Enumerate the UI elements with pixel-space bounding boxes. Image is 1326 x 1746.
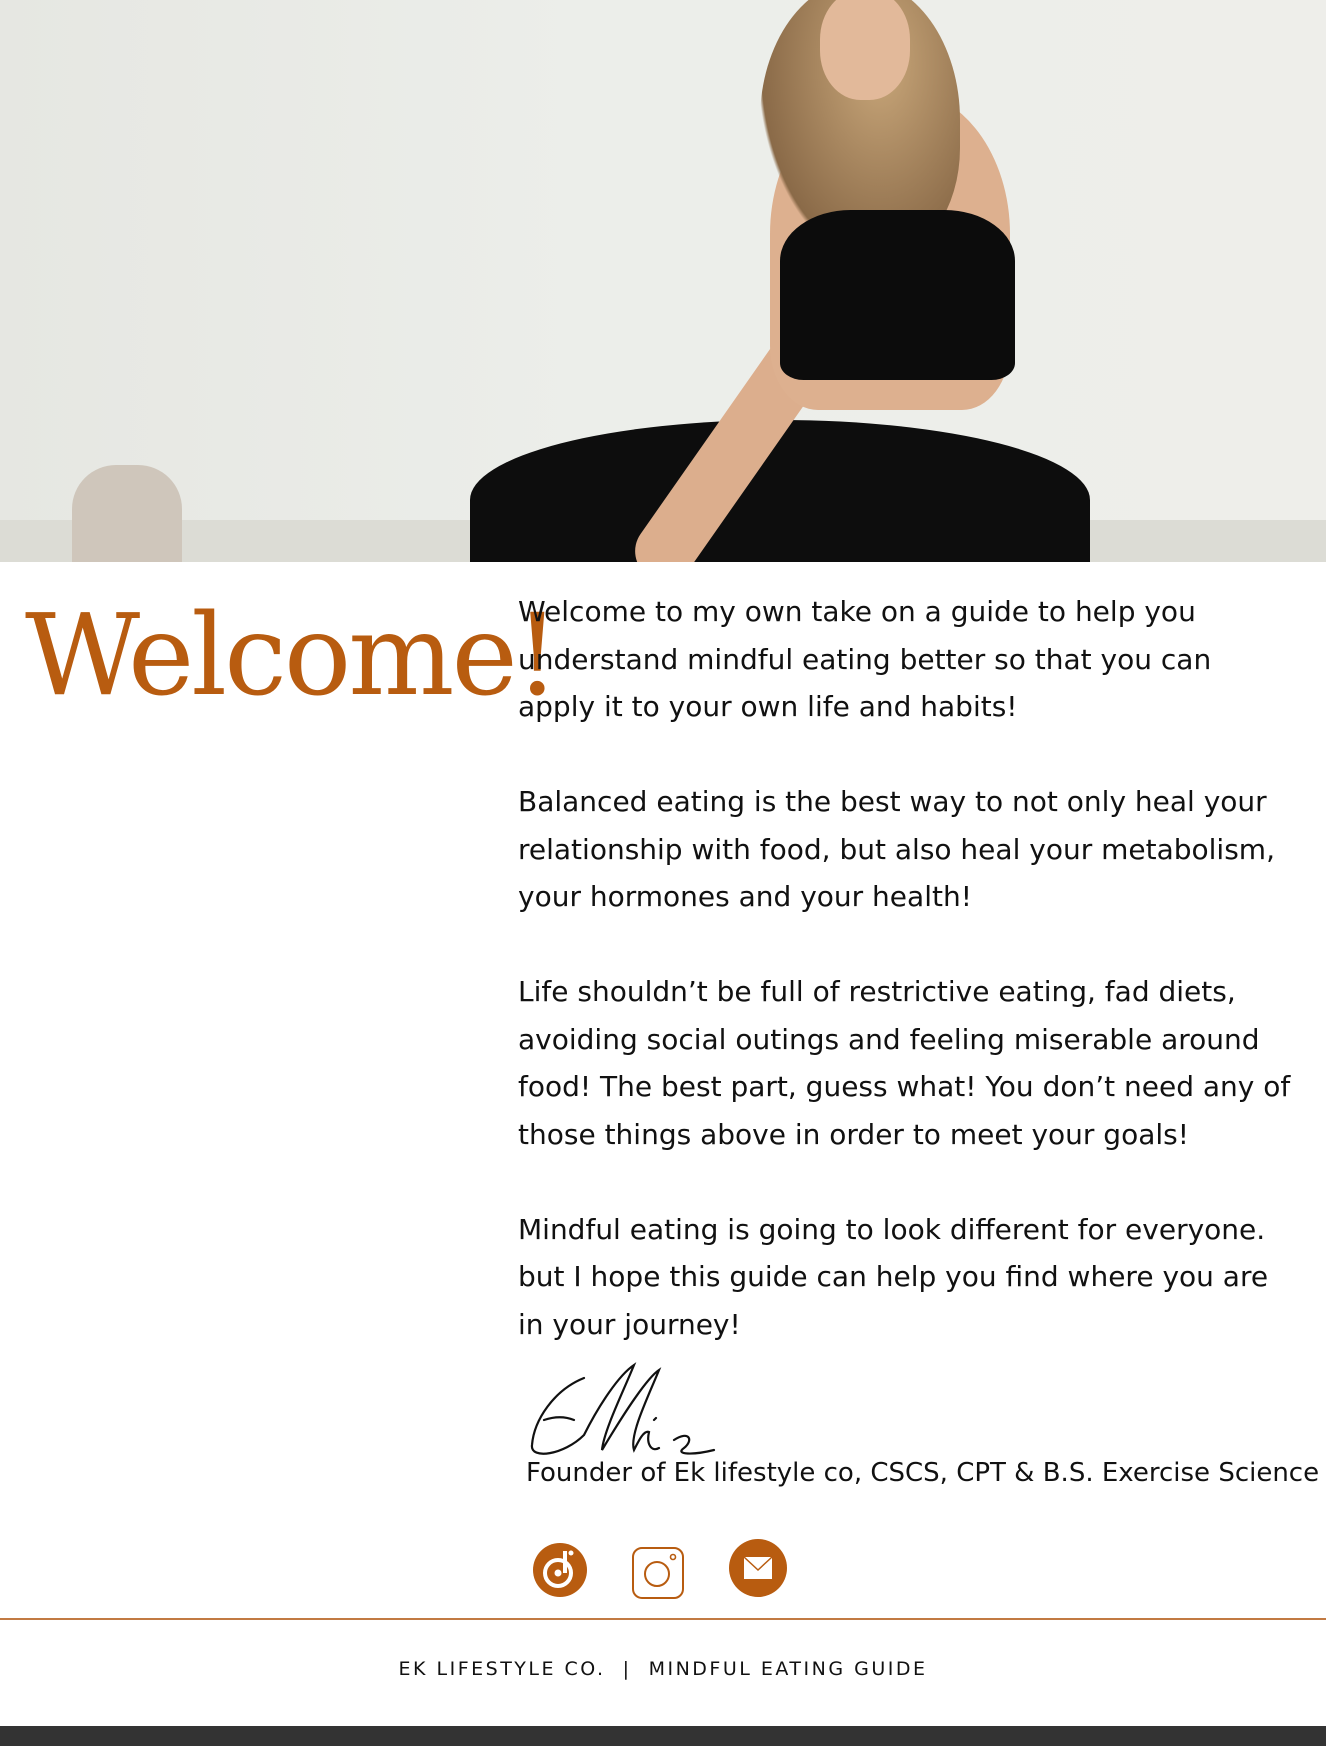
footer-text: EK LIFESTYLE CO. | MINDFUL EATING GUIDE [398,1658,928,1680]
paragraph: Welcome to my own take on a guide to help you understand mindful eating better so that you can apply it to your own life and habits! [518,595,1212,723]
instagram-icon[interactable] [631,1546,685,1600]
page-title: Welcome! [25,591,557,721]
paragraph: Life shouldn’t be full of restrictive eating, fad diets, avoiding social outings and feeling miserable around food! The best part, guess what! You don’t need any of those things above in order to meet your goals! [518,975,1291,1151]
app-icon[interactable] [533,1543,587,1597]
hero-photo [0,0,1326,562]
paragraph: Balanced eating is the best way to not only heal your relationship with food, but also heal your metabolism, your hormones and your health! [518,785,1275,913]
founder-credentials: Founder of Ek lifestyle co, CSCS, CPT & B.S. Exercise Science [526,1458,1320,1488]
face [820,0,910,100]
sports-bra [780,210,1015,380]
footer-divider [0,1618,1326,1620]
paragraph: Mindful eating is going to look different for everyone. but I hope this guide can help you find where you are in your journey! [518,1212,1269,1341]
bottom-bar [0,1726,1326,1746]
welcome-body [518,588,1318,1396]
sneaker [72,465,182,562]
legs [470,420,1090,562]
signature [524,1360,724,1465]
email-icon[interactable] [729,1539,787,1597]
